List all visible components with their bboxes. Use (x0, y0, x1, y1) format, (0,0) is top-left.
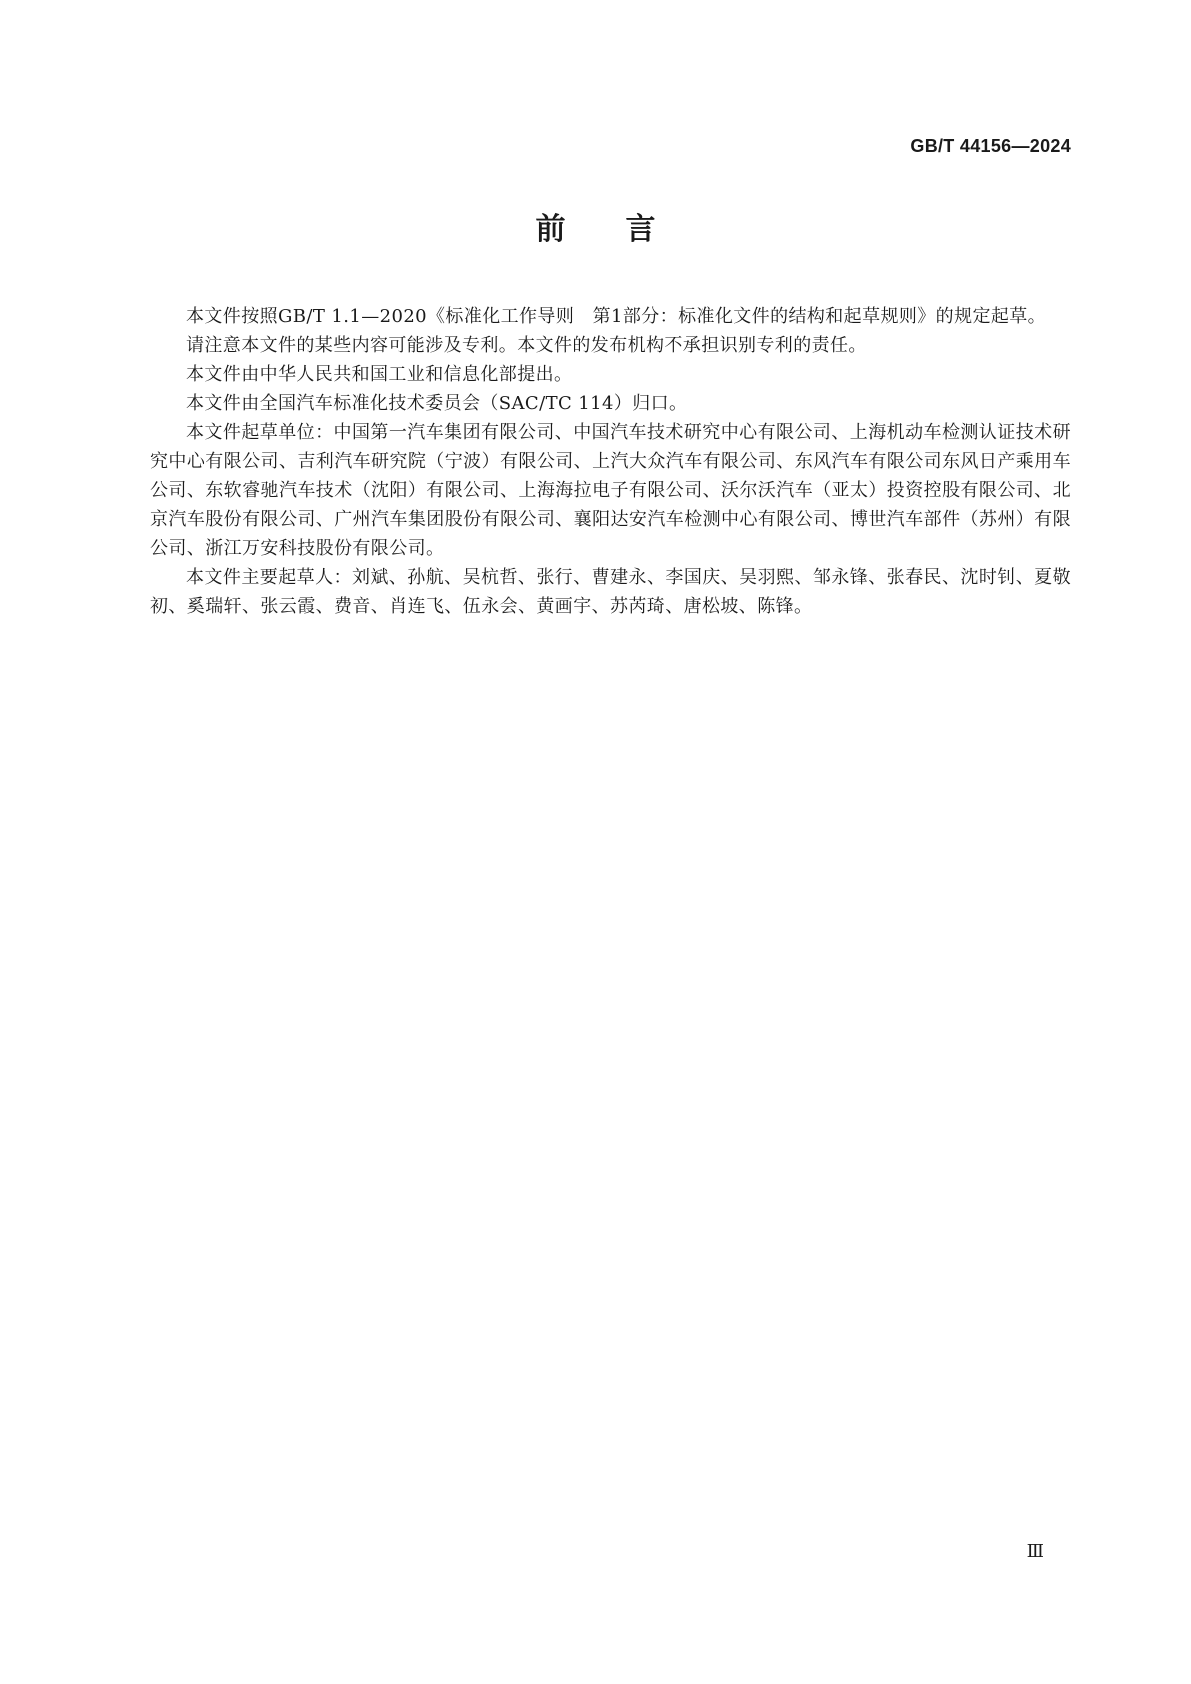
paragraph-patent-notice: 请注意本文件的某些内容可能涉及专利。本文件的发布机构不承担识别专利的责任。 (186, 335, 867, 356)
page-number: Ⅲ (1026, 1541, 1044, 1562)
page-title: 前言 (535, 212, 716, 247)
paragraph-drafting-rules: 本文件按照GB/T 1.1—2020《标准化工作导则 第1部分：标准化文件的结构和起草规则》的规定起草。 (186, 306, 1047, 327)
paragraph-proposer: 本文件由中华人民共和国工业和信息化部提出。 (186, 364, 573, 385)
paragraph-drafting-organizations: 本文件起草单位：中国第一汽车集团有限公司、中国汽车技术研究中心有限公司、上海机动车检测认证技术研究中心有限公司、吉利汽车研究院（宁波）有限公司、上汽大众汽车有限公司、东风汽车有限公司东风日产乘用车公司、东软睿驰汽车技术（沈阳）有限公司、上海海拉电子有限公司、沃尔沃汽车（亚太）投资控股有限公司、北京汽车股份有限公司、广州汽车集团股份有限公司、襄阳达安汽车检测中心有限公司、博世汽车部件（苏州）有限公司、浙江万安科技股份有限公司。 (150, 422, 1071, 559)
standard-code: GB/T 44156—2024 (910, 136, 1071, 156)
paragraph-administrator: 本文件由全国汽车标准化技术委员会（SAC/TC 114）归口。 (186, 393, 688, 414)
paragraph-main-drafters: 本文件主要起草人：刘斌、孙航、吴杭哲、张行、曹建永、李国庆、吴羽熙、邹永锋、张春民、沈时钊、夏敬初、奚瑞轩、张云霞、费音、肖连飞、伍永会、黄画宇、苏芮琦、唐松坡、陈锋。 (150, 567, 1071, 617)
foreword-body (150, 302, 1071, 621)
